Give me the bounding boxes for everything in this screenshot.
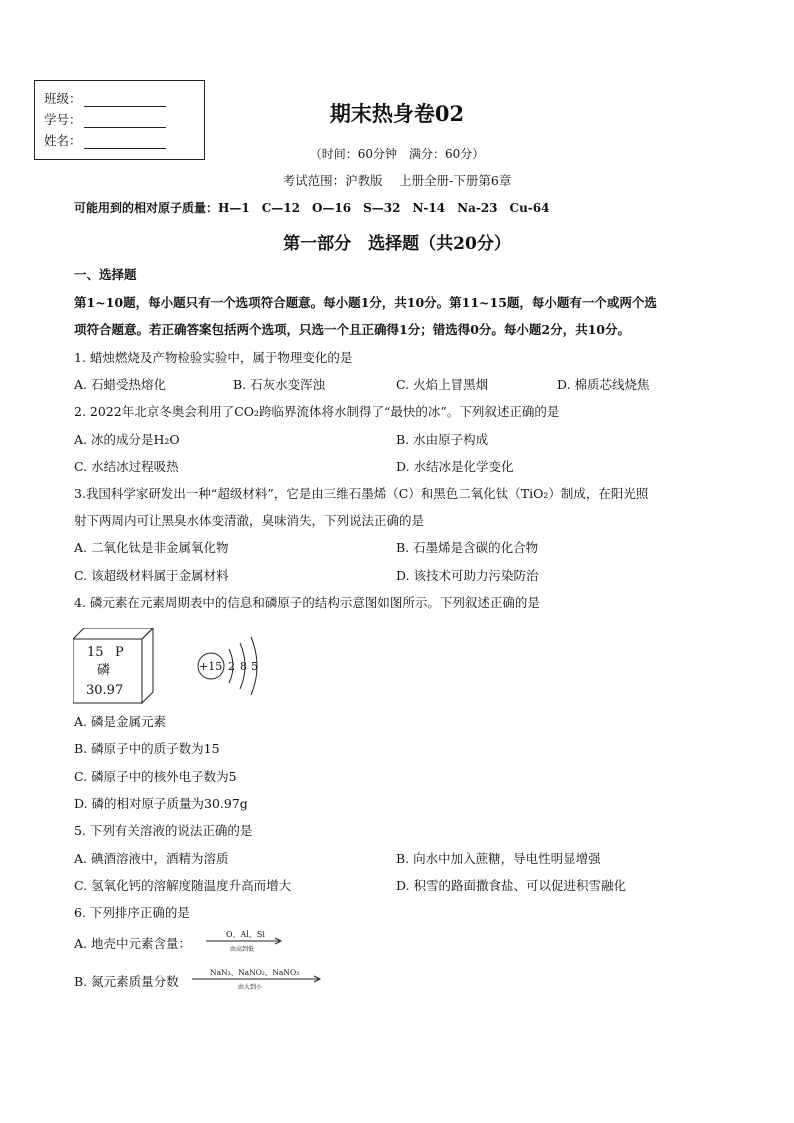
q3-option-a[interactable]: A. 二氧化钛是非金属氧化物	[74, 540, 229, 555]
class-label: 班级：	[44, 91, 82, 106]
q5-option-c[interactable]: C. 氢氧化钙的溶解度随温度升高而增大	[74, 878, 292, 893]
q3-option-b[interactable]: B. 石墨烯是含碳的化合物	[396, 540, 539, 555]
q6-stem: 6. 下列排序正确的是	[74, 905, 190, 920]
q5-option-d[interactable]: D. 积雪的路面撒食盐、可以促进积雪融化	[396, 878, 627, 893]
q3-stem-line-1: 3.我国科学家研发出一种“超级材料”，它是由三维石墨烯（C）和黑色二氧化钛（TiO₂）制成，在阳光照	[74, 486, 649, 501]
section-title: 一、选择题	[74, 267, 137, 282]
q6-option-a-below: 由高到低	[230, 946, 255, 953]
shell-3-electrons: 5	[251, 660, 258, 673]
shell-1-electrons: 2	[228, 660, 235, 673]
element-symbol: P	[115, 645, 124, 660]
q3-option-d[interactable]: D. 该技术可助力污染防治	[396, 568, 539, 583]
q6-option-b[interactable]	[74, 974, 179, 990]
student-id-label: 学号：	[44, 112, 82, 127]
q4-option-c[interactable]: C. 磷原子中的核外电子数为5	[74, 769, 237, 784]
q6-option-b-below: 由大到小	[238, 984, 263, 991]
q3-option-c[interactable]: C. 该超级材料属于金属材料	[74, 568, 229, 583]
q2-option-b[interactable]: B. 水由原子构成	[396, 432, 489, 447]
q4-option-a[interactable]: A. 磷是金属元素	[74, 714, 166, 729]
q4-stem: 4. 磷元素在元素周期表中的信息和磷原子的结构示意图如图所示。下列叙述正确的是	[74, 595, 540, 610]
q1-option-c[interactable]: C. 火焰上冒黑烟	[396, 377, 489, 392]
q2-option-d[interactable]: D. 水结冰是化学变化	[396, 459, 514, 474]
q5-stem: 5. 下列有关溶液的说法正确的是	[74, 823, 253, 838]
q1-option-d[interactable]: D. 棉质芯线烧焦	[557, 377, 650, 392]
atomic-number: 15	[87, 645, 104, 660]
shell-2-electrons: 8	[240, 660, 247, 673]
atomic-masses: 可能用到的相对原子质量：H—1 C—12 O—16 S—32 N-14 Na-23 Cu-64	[74, 201, 550, 215]
q2-option-a[interactable]: A. 冰的成分是H₂O	[74, 432, 180, 447]
q4-option-b[interactable]: B. 磷原子中的质子数为15	[74, 741, 220, 756]
q6-option-a-label: A. 地壳中元素含量：	[74, 936, 191, 951]
q2-option-c[interactable]: C. 水结冰过程吸热	[74, 459, 179, 474]
q6-option-a-arrow	[206, 928, 286, 954]
q6-option-a[interactable]	[74, 936, 191, 952]
q6-option-b-label: B. 氮元素质量分数	[74, 974, 179, 989]
q1-option-b[interactable]: B. 石灰水变浑浊	[233, 377, 326, 392]
name-label: 姓名：	[44, 133, 82, 148]
q3-stem-line-2: 射下两周内可让黑臭水体变清澈，臭味消失，下列说法正确的是	[74, 513, 425, 528]
exam-scope: 考试范围：沪教版 上册全册-下册第6章	[282, 173, 512, 188]
q1-stem: 1. 蜡烛燃烧及产物检验实验中，属于物理变化的是	[74, 350, 353, 365]
element-name: 磷	[97, 663, 111, 678]
q6-option-b-arrow	[192, 966, 322, 992]
q2-stem: 2. 2022年北京冬奥会利用了CO₂跨临界流体将水制得了“最快的冰”。下列叙述正确的是	[74, 404, 560, 419]
q5-option-b[interactable]: B. 向水中加入蔗糖，导电性明显增强	[396, 851, 601, 866]
time-info: （时间：60分钟 满分：60分）	[309, 147, 485, 161]
q6-option-a-above: O、Al、Si	[226, 930, 265, 939]
q4-option-d[interactable]: D. 磷的相对原子质量为30.97g	[74, 796, 248, 811]
instructions-line-2: 项符合题意。若正确答案包括两个选项，只选一个且正确得1分；错选得0分。每小题2分，共10分。	[74, 322, 630, 337]
relative-atomic-mass: 30.97	[86, 683, 124, 698]
part-title: 第一部分 选择题（共20分）	[283, 234, 511, 254]
nucleus-charge: +15	[199, 660, 223, 673]
q1-option-a[interactable]: A. 石蜡受热熔化	[74, 377, 166, 392]
q6-option-b-above: NaN₃、NaNO₂、NaNO₃	[210, 968, 300, 977]
phosphorus-element-card	[73, 628, 155, 704]
instructions-line-1: 第1~10题，每小题只有一个选项符合题意。每小题1分，共10分。第11~15题，每小题有一个或两个选	[74, 295, 657, 310]
phosphorus-atom-structure-diagram	[193, 631, 273, 703]
page-title: 期末热身卷02	[329, 101, 465, 126]
q5-option-a[interactable]: A. 碘酒溶液中，酒精为溶质	[74, 851, 229, 866]
